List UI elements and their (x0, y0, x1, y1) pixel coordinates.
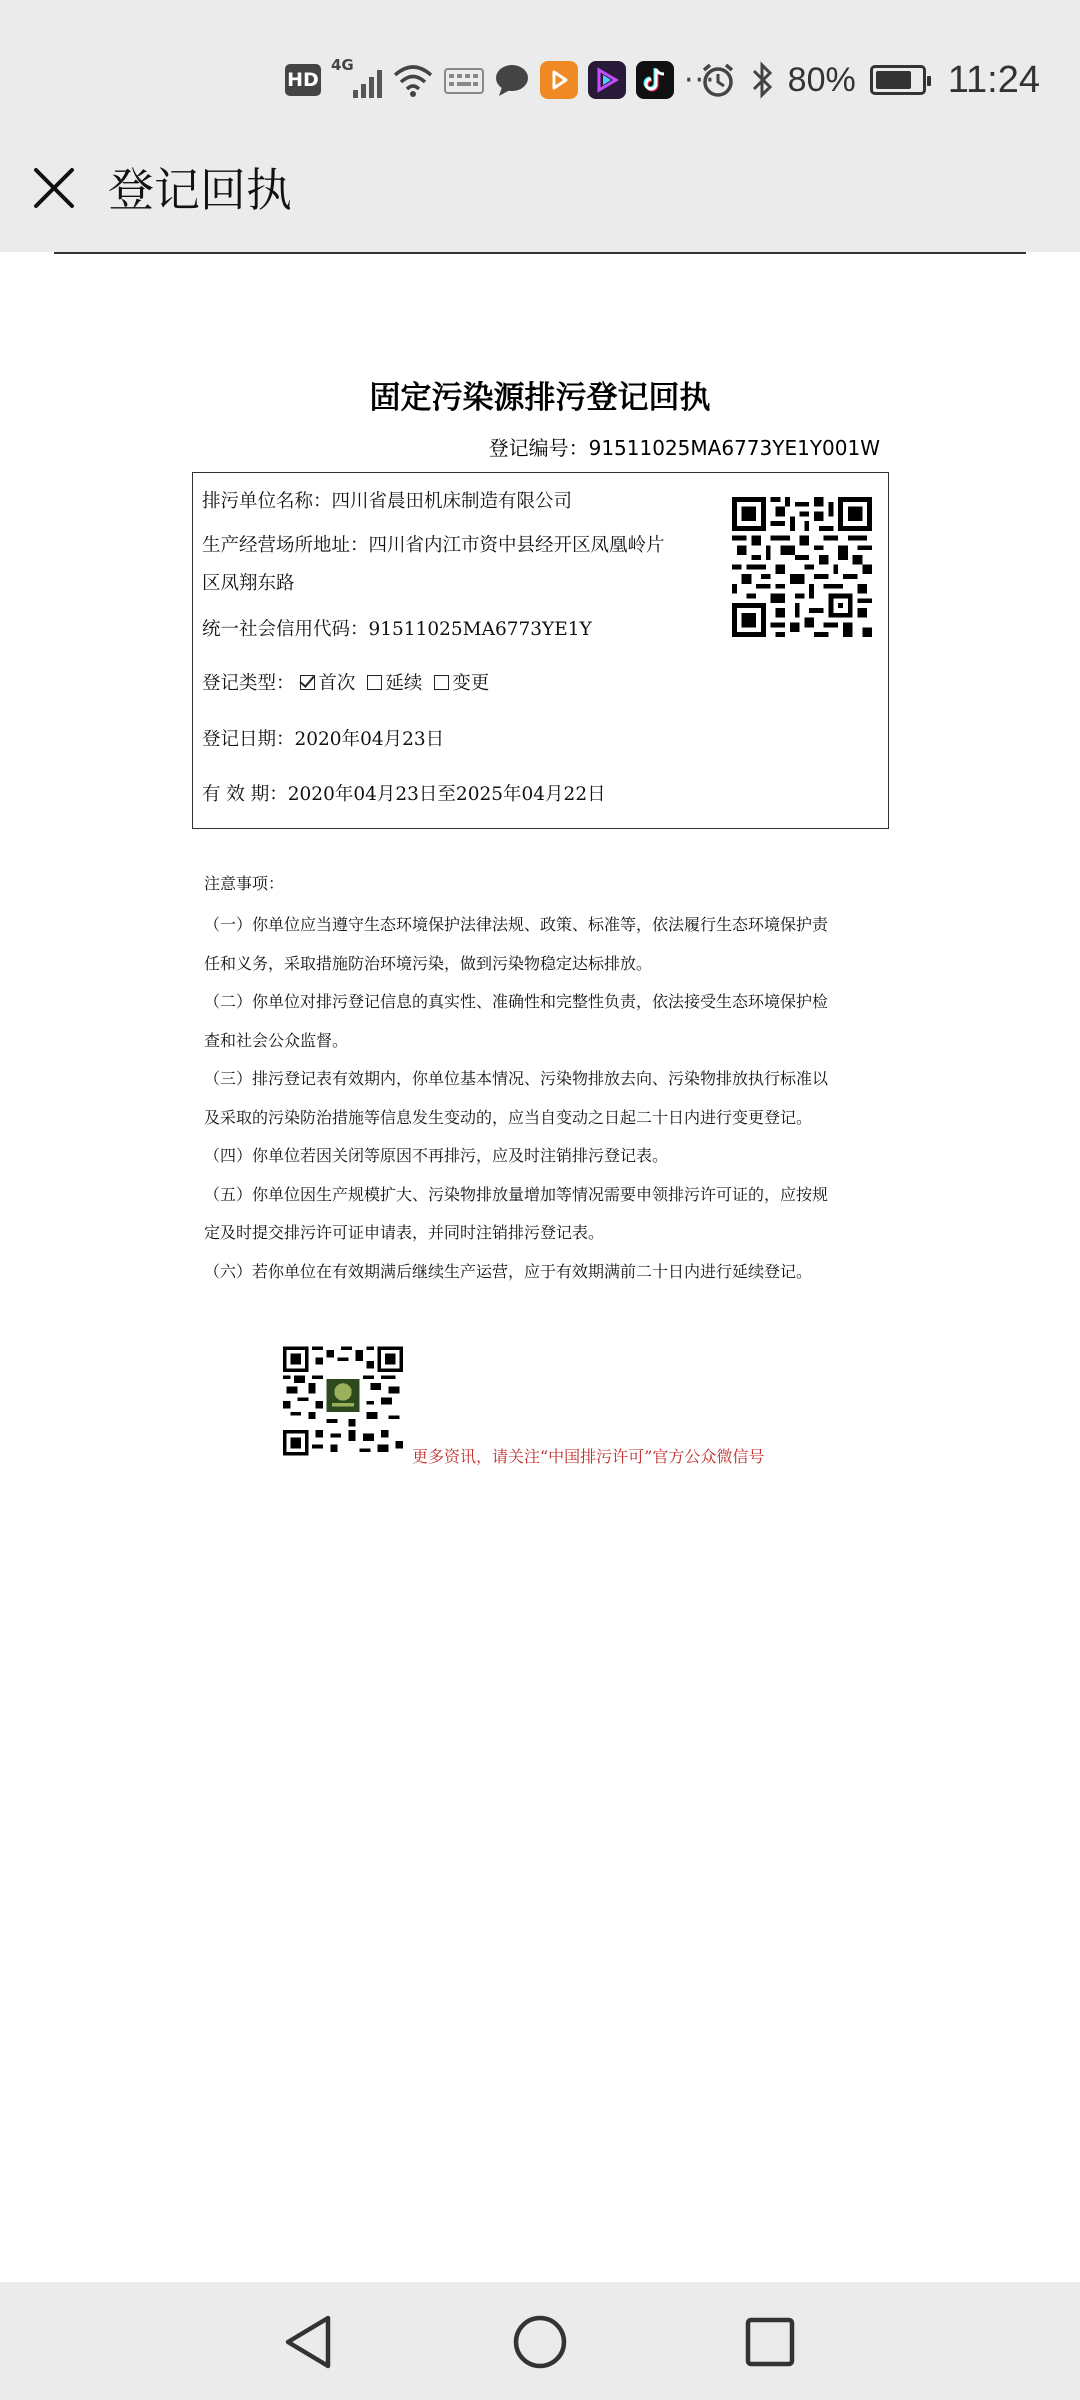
address-line-2: 区凤翔东路 (202, 573, 295, 594)
notes-heading: 注意事项： (204, 874, 285, 893)
signal-icon (331, 56, 382, 98)
title-divider (54, 252, 1026, 254)
registration-number: 登记编号：91511025MA6773YE1Y001W (488, 436, 880, 460)
registration-type (202, 665, 489, 703)
credit-code: 统一社会信用代码：91511025MA6773YE1Y (202, 619, 592, 640)
follow-wechat-text: 更多资讯，请关注“中国排污许可”官方公众微信号 (412, 1447, 765, 1466)
title-bar (0, 160, 1080, 252)
wifi-icon (392, 62, 434, 98)
registration-date: 登记日期：2020年04月23日 (202, 729, 445, 750)
checkbox-renewal (367, 675, 382, 690)
registration-type-label: 登记类型： (202, 673, 295, 694)
option-renewal: 延续 (385, 673, 423, 694)
battery-level-fill (876, 71, 911, 89)
navigation-bar (0, 2282, 1080, 2400)
back-icon[interactable] (280, 2312, 340, 2372)
alarm-icon (700, 62, 736, 98)
option-first-time: 首次 (318, 673, 356, 694)
note-line: （二）你单位对排污登记信息的真实性、准确性和完整性负责，依法接受生态环境保护检 (204, 992, 829, 1011)
status-icons (285, 55, 716, 105)
status-bar (0, 0, 1080, 160)
option-change: 变更 (452, 673, 490, 694)
music-app-icon (588, 61, 626, 99)
wechat-qr-code (283, 1346, 403, 1456)
document-title: 固定污染源排污登记回执 (369, 380, 711, 416)
chat-icon (494, 63, 530, 97)
recent-apps-icon[interactable] (740, 2312, 800, 2372)
note-line: （五）你单位因生产规模扩大、污染物排放量增加等情况需要申领排污许可证的，应按规 (204, 1184, 829, 1204)
hd-icon: HD (285, 64, 321, 96)
battery-percent: 80% (787, 60, 856, 99)
note-line: （一）你单位应当遵守生态环境保护法律法规、政策、标准等，依法履行生态环境保护责 (204, 915, 829, 934)
battery-icon (870, 65, 926, 95)
valid-period: 有 效 期：2020年04月23日至2025年04月22日 (202, 784, 606, 805)
notes-section (204, 872, 876, 1291)
keyboard-icon (444, 65, 484, 95)
note-line: 查和社会公众监督。 (204, 1030, 349, 1050)
registration-info-box (192, 472, 889, 829)
bluetooth-icon (750, 61, 774, 99)
video-app-icon (540, 61, 578, 99)
more-notifications-icon: ··· (684, 62, 716, 98)
note-line: 及采取的污染防治措施等信息发生变动的，应当自变动之日起二十日内进行变更登记。 (204, 1107, 813, 1127)
note-line: 任和义务，采取措施防治环境污染，做到污染物稳定达标排放。 (204, 953, 653, 973)
clock: 11:24 (947, 58, 1040, 101)
page-title: 登记回执 (108, 163, 292, 217)
note-line: （三）排污登记表有效期内，你单位基本情况、污染物排放去向、污染物排放执行标准以 (204, 1069, 829, 1088)
note-line: （四）你单位若因关闭等原因不再排污，应及时注销排污登记表。 (204, 1146, 669, 1165)
address-line-1: 生产经营场所地址：四川省内江市资中县经开区凤凰岭片 (202, 535, 665, 556)
checkbox-first-time (300, 675, 315, 690)
note-line: （六）若你单位在有效期满后继续生产运营，应于有效期满前二十日内进行延续登记。 (204, 1261, 813, 1281)
network-type-label: 4G (331, 56, 354, 74)
tiktok-icon (636, 61, 674, 99)
note-line: 定及时提交排污许可证申请表，并同时注销排污登记表。 (204, 1223, 605, 1242)
unit-name: 排污单位名称：四川省晨田机床制造有限公司 (202, 491, 573, 512)
home-icon[interactable] (510, 2312, 570, 2372)
registration-qr-code (732, 497, 872, 637)
checkbox-change (434, 675, 449, 690)
close-icon[interactable] (30, 164, 78, 212)
status-right (700, 55, 1040, 105)
